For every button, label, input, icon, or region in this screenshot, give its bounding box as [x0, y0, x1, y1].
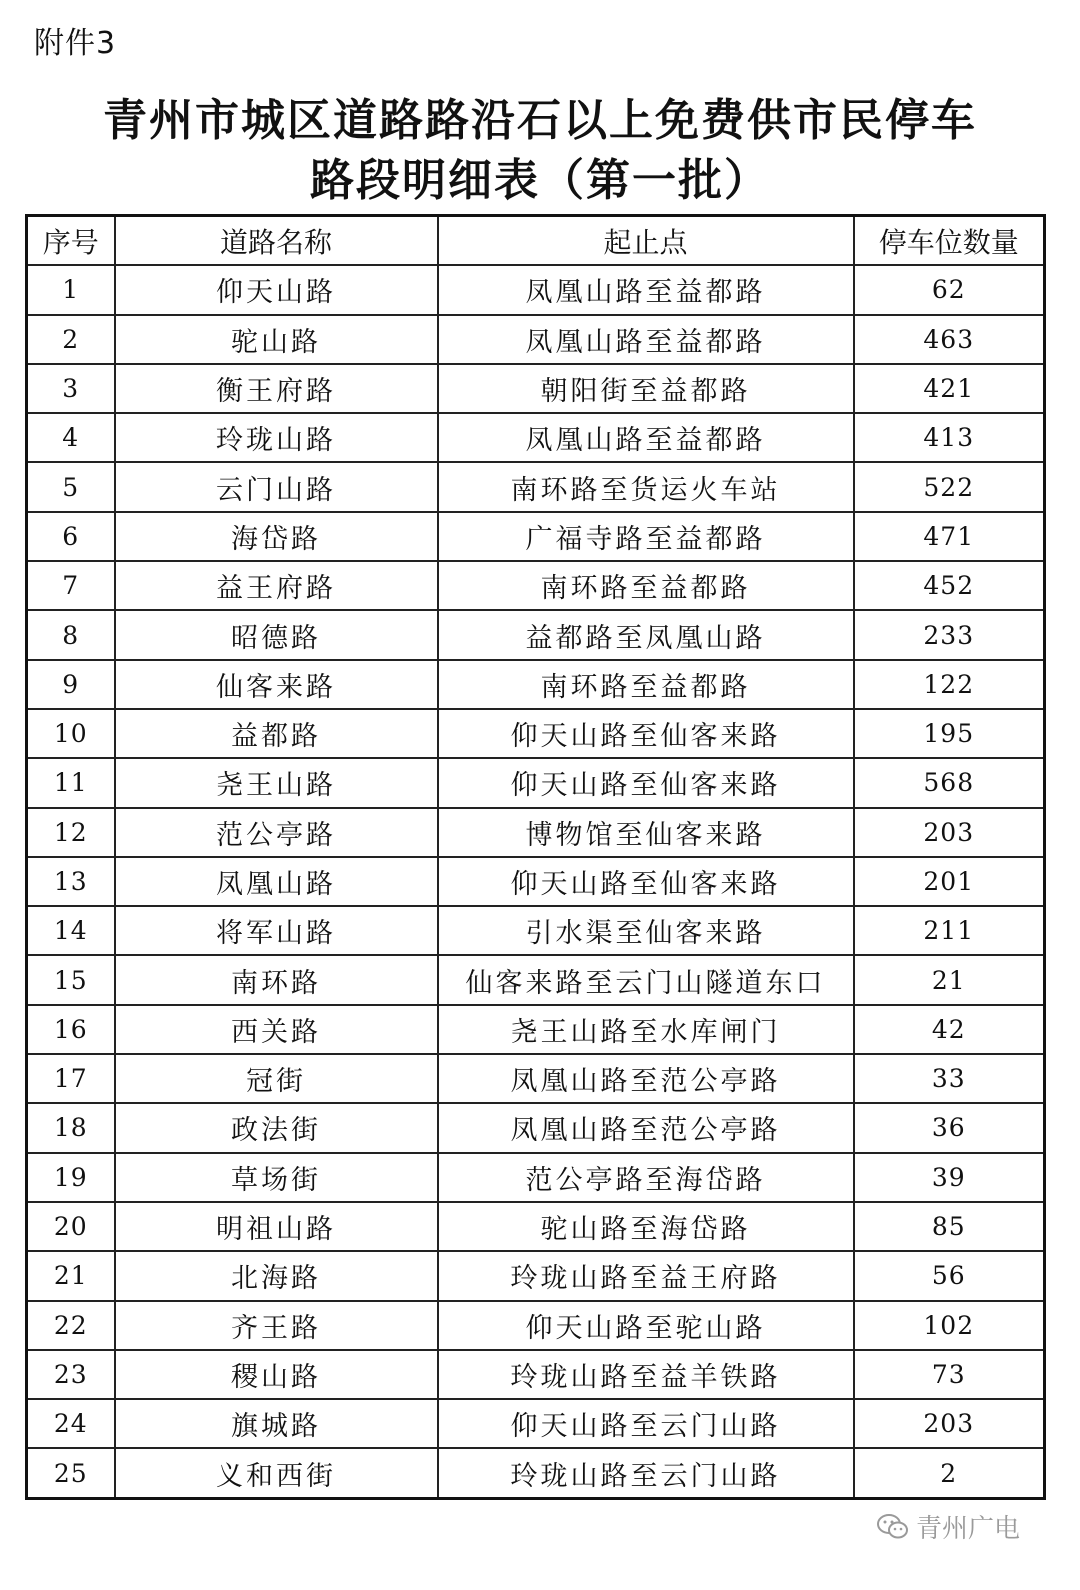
document-title-line2: 路段明细表（第一批）	[310, 155, 770, 206]
cell-index: 16	[27, 1005, 115, 1054]
table-row	[27, 1202, 1045, 1251]
cell-road-name: 昭德路	[115, 610, 438, 659]
cell-index: 9	[27, 660, 115, 709]
cell-parking-count: 73	[854, 1350, 1045, 1399]
cell-index: 12	[27, 808, 115, 857]
cell-road-name: 南环路	[115, 955, 438, 1004]
cell-parking-count: 36	[854, 1103, 1045, 1152]
cell-road-name: 明祖山路	[115, 1202, 438, 1251]
cell-start-end: 广福寺路至益都路	[438, 512, 854, 561]
cell-start-end: 仰天山路至仙客来路	[438, 857, 854, 906]
cell-parking-count: 203	[854, 1399, 1045, 1448]
header-index: 序号	[27, 216, 115, 266]
cell-road-name: 云门山路	[115, 462, 438, 511]
cell-start-end: 凤凰山路至范公亭路	[438, 1103, 854, 1152]
cell-index: 21	[27, 1251, 115, 1300]
document-title-line1: 青州市城区道路路沿石以上免费供市民停车	[103, 95, 977, 146]
cell-index: 20	[27, 1202, 115, 1251]
table-row	[27, 906, 1045, 955]
cell-start-end: 仰天山路至仙客来路	[438, 758, 854, 807]
cell-start-end: 玲珑山路至云门山路	[438, 1448, 854, 1498]
cell-road-name: 义和西街	[115, 1448, 438, 1498]
cell-road-name: 仰天山路	[115, 265, 438, 314]
cell-road-name: 西关路	[115, 1005, 438, 1054]
cell-road-name: 玲珑山路	[115, 413, 438, 462]
table-row	[27, 1153, 1045, 1202]
cell-road-name: 将军山路	[115, 906, 438, 955]
cell-parking-count: 195	[854, 709, 1045, 758]
cell-road-name: 冠街	[115, 1054, 438, 1103]
cell-index: 6	[27, 512, 115, 561]
table-row	[27, 265, 1045, 314]
cell-start-end: 凤凰山路至范公亭路	[438, 1054, 854, 1103]
cell-parking-count: 42	[854, 1005, 1045, 1054]
cell-road-name: 仙客来路	[115, 660, 438, 709]
cell-start-end: 仰天山路至驼山路	[438, 1301, 854, 1350]
attachment-label: 附件3	[34, 26, 117, 61]
cell-parking-count: 62	[854, 265, 1045, 314]
cell-index: 1	[27, 265, 115, 314]
table-row	[27, 808, 1045, 857]
header-start-end: 起止点	[438, 216, 854, 266]
cell-start-end: 玲珑山路至益羊铁路	[438, 1350, 854, 1399]
cell-road-name: 衡王府路	[115, 364, 438, 413]
cell-start-end: 仰天山路至仙客来路	[438, 709, 854, 758]
cell-index: 23	[27, 1350, 115, 1399]
cell-parking-count: 2	[854, 1448, 1045, 1498]
cell-start-end: 南环路至益都路	[438, 660, 854, 709]
watermark-text: 青州广电	[916, 1514, 1021, 1544]
table-row	[27, 1005, 1045, 1054]
table-row	[27, 512, 1045, 561]
cell-parking-count: 421	[854, 364, 1045, 413]
table-row	[27, 1399, 1045, 1448]
cell-road-name: 驼山路	[115, 315, 438, 364]
table-row	[27, 462, 1045, 511]
parking-table	[25, 214, 1046, 1500]
cell-parking-count: 463	[854, 315, 1045, 364]
cell-index: 22	[27, 1301, 115, 1350]
header-road-name: 道路名称	[115, 216, 438, 266]
cell-start-end: 仙客来路至云门山隧道东口	[438, 955, 854, 1004]
table-row	[27, 1350, 1045, 1399]
cell-parking-count: 413	[854, 413, 1045, 462]
cell-index: 14	[27, 906, 115, 955]
table-body	[27, 265, 1045, 1498]
cell-parking-count: 21	[854, 955, 1045, 1004]
cell-start-end: 博物馆至仙客来路	[438, 808, 854, 857]
cell-index: 17	[27, 1054, 115, 1103]
cell-road-name: 旗城路	[115, 1399, 438, 1448]
cell-start-end: 凤凰山路至益都路	[438, 265, 854, 314]
table-row	[27, 610, 1045, 659]
cell-road-name: 益王府路	[115, 561, 438, 610]
cell-road-name: 凤凰山路	[115, 857, 438, 906]
cell-road-name: 海岱路	[115, 512, 438, 561]
watermark	[876, 1508, 1020, 1545]
table-row	[27, 1103, 1045, 1152]
cell-index: 2	[27, 315, 115, 364]
cell-parking-count: 122	[854, 660, 1045, 709]
cell-start-end: 玲珑山路至益王府路	[438, 1251, 854, 1300]
table-row	[27, 1301, 1045, 1350]
table-row	[27, 709, 1045, 758]
cell-index: 3	[27, 364, 115, 413]
cell-parking-count: 56	[854, 1251, 1045, 1300]
cell-start-end: 朝阳街至益都路	[438, 364, 854, 413]
cell-index: 18	[27, 1103, 115, 1152]
cell-parking-count: 568	[854, 758, 1045, 807]
cell-road-name: 北海路	[115, 1251, 438, 1300]
cell-start-end: 南环路至货运火车站	[438, 462, 854, 511]
cell-index: 25	[27, 1448, 115, 1498]
header-parking-count: 停车位数量	[854, 216, 1045, 266]
cell-parking-count: 452	[854, 561, 1045, 610]
cell-start-end: 凤凰山路至益都路	[438, 315, 854, 364]
table-row	[27, 758, 1045, 807]
table-row	[27, 1054, 1045, 1103]
table-header-row	[27, 216, 1045, 266]
table-row	[27, 364, 1045, 413]
table-row	[27, 660, 1045, 709]
cell-road-name: 草场街	[115, 1153, 438, 1202]
cell-start-end: 益都路至凤凰山路	[438, 610, 854, 659]
table-row	[27, 857, 1045, 906]
cell-road-name: 政法街	[115, 1103, 438, 1152]
cell-parking-count: 201	[854, 857, 1045, 906]
cell-parking-count: 233	[854, 610, 1045, 659]
table-row	[27, 1448, 1045, 1498]
cell-road-name: 齐王路	[115, 1301, 438, 1350]
cell-parking-count: 211	[854, 906, 1045, 955]
cell-parking-count: 85	[854, 1202, 1045, 1251]
cell-index: 19	[27, 1153, 115, 1202]
cell-index: 5	[27, 462, 115, 511]
cell-parking-count: 33	[854, 1054, 1045, 1103]
cell-road-name: 稷山路	[115, 1350, 438, 1399]
cell-start-end: 引水渠至仙客来路	[438, 906, 854, 955]
cell-parking-count: 39	[854, 1153, 1045, 1202]
table-row	[27, 315, 1045, 364]
cell-start-end: 驼山路至海岱路	[438, 1202, 854, 1251]
cell-start-end: 仰天山路至云门山路	[438, 1399, 854, 1448]
table-row	[27, 1251, 1045, 1300]
cell-index: 10	[27, 709, 115, 758]
cell-start-end: 尧王山路至水库闸门	[438, 1005, 854, 1054]
cell-index: 7	[27, 561, 115, 610]
cell-parking-count: 102	[854, 1301, 1045, 1350]
cell-start-end: 凤凰山路至益都路	[438, 413, 854, 462]
cell-road-name: 尧王山路	[115, 758, 438, 807]
cell-index: 15	[27, 955, 115, 1004]
cell-index: 4	[27, 413, 115, 462]
cell-start-end: 南环路至益都路	[438, 561, 854, 610]
cell-parking-count: 203	[854, 808, 1045, 857]
table-row	[27, 561, 1045, 610]
cell-parking-count: 471	[854, 512, 1045, 561]
cell-index: 13	[27, 857, 115, 906]
cell-index: 8	[27, 610, 115, 659]
cell-parking-count: 522	[854, 462, 1045, 511]
cell-index: 11	[27, 758, 115, 807]
table-row	[27, 413, 1045, 462]
cell-road-name: 范公亭路	[115, 808, 438, 857]
wechat-icon	[876, 1513, 910, 1541]
table-row	[27, 955, 1045, 1004]
cell-road-name: 益都路	[115, 709, 438, 758]
cell-index: 24	[27, 1399, 115, 1448]
cell-start-end: 范公亭路至海岱路	[438, 1153, 854, 1202]
